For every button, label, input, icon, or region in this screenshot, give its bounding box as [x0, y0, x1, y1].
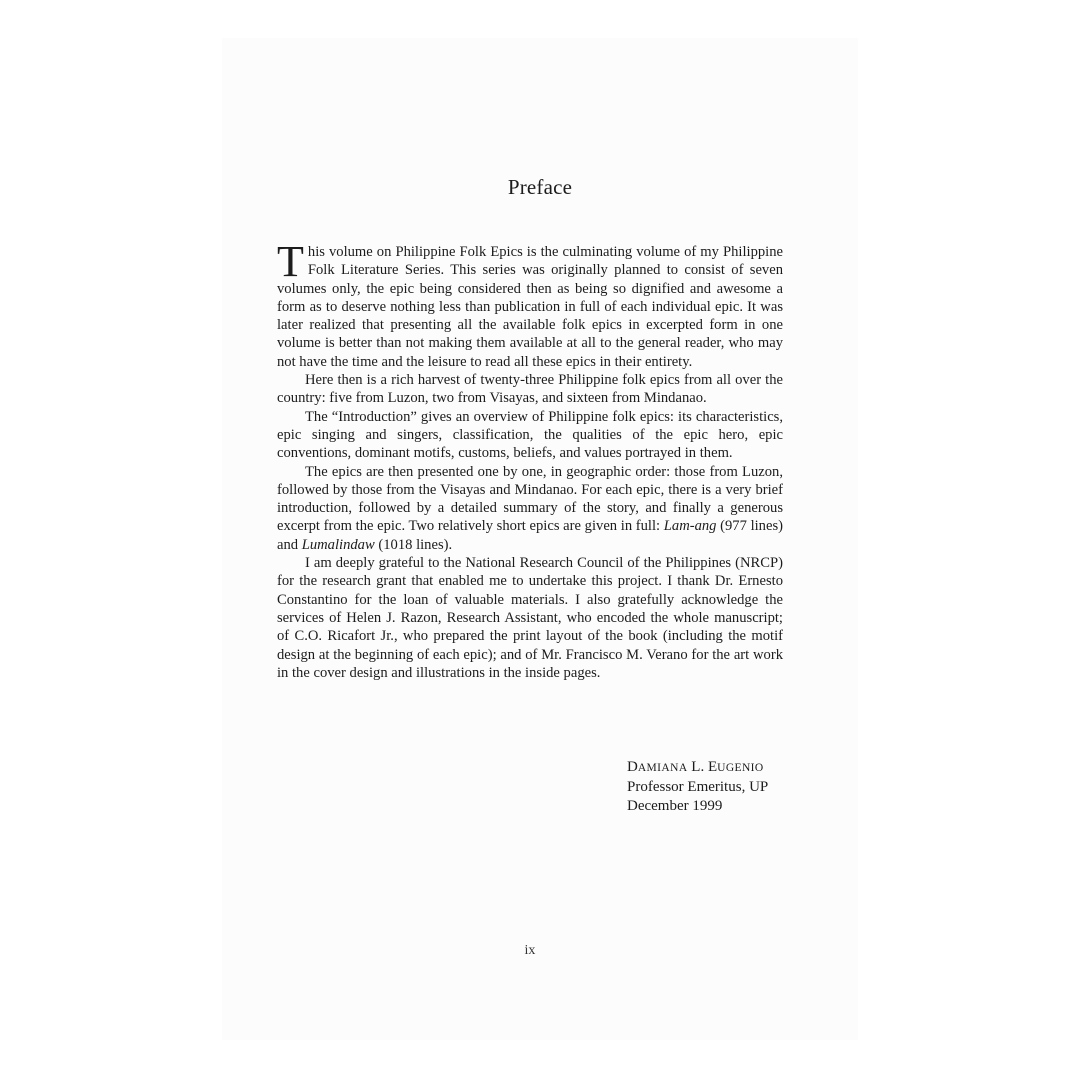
paragraph-4-text-b: (977 lines) and — [277, 518, 783, 553]
epic-title-lumalindaw: Lumalindaw — [301, 536, 375, 553]
paragraph-2: Here then is a rich harvest of twenty-three Philippine folk epics from all over the country: five from Luzon, two from Visayas, and sixteen from Mindanao. — [277, 372, 783, 407]
paragraph-4 — [277, 463, 783, 554]
epic-title-lam-ang: Lam-ang — [663, 518, 717, 535]
preface-date: December 1999 — [627, 798, 723, 814]
drop-cap: T — [277, 237, 304, 286]
paragraph-4-text-c: (1018 lines). — [374, 536, 453, 553]
preface-body — [277, 237, 783, 682]
page-number: ix — [524, 943, 536, 958]
paragraph-3: The “Introduction” gives an overview of Philippine folk epics: its characteristics, epic singing and singers, classification, the qualities of the epic hero, epic conventions, dominant motifs, customs, beliefs, and values portrayed in them. — [277, 408, 783, 462]
paragraph-5: I am deeply grateful to the National Research Council of the Philippines (NRCP) for the research grant that enabled me to undertake this project. I thank Dr. Ernesto Constantino for the loan of valuable materials. I also gratefully acknowledge the services of Helen J. Razon, Research Assistant, who encoded the whole manuscript; of C.O. Ricafort Jr., who prepared the print layout of the book (including the motif design at the beginning of each epic); and of Mr. Francisco M. Verano for the art work in the cover design and illustrations in the inside pages. — [277, 555, 783, 681]
paragraph-4-text-a: The epics are then presented one by one, in geographic order: those from Luzon, followed by those from the Visayas and Mindanao. For each epic, there is a very brief introduction, followed by a detailed summary of the story, and finally a generous excerpt from the epic. Two relatively short epics are given in full: — [277, 463, 783, 535]
signature-block — [627, 758, 768, 816]
author-position: Professor Emeritus, UP — [627, 779, 769, 795]
paragraph-1-text: his volume on Philippine Folk Epics is the culminating volume of my Philippine Folk Literature Series. This series was originally planned to consist of seven volumes only, the epic being considered then as being so dignified and awesome a form as to deserve nothing less than publication in full of each individual epic. It was later realized that presenting all the available folk epics in excerpted form in one volume is better than not making them available at all to the general reader, who may not have the time and the leisure to read all these epics in their entirety. — [277, 244, 783, 370]
page-title: Preface — [507, 175, 573, 199]
author-name: DAMIANA L. EUGENIO — [627, 759, 764, 775]
paragraph-1 — [277, 237, 783, 371]
